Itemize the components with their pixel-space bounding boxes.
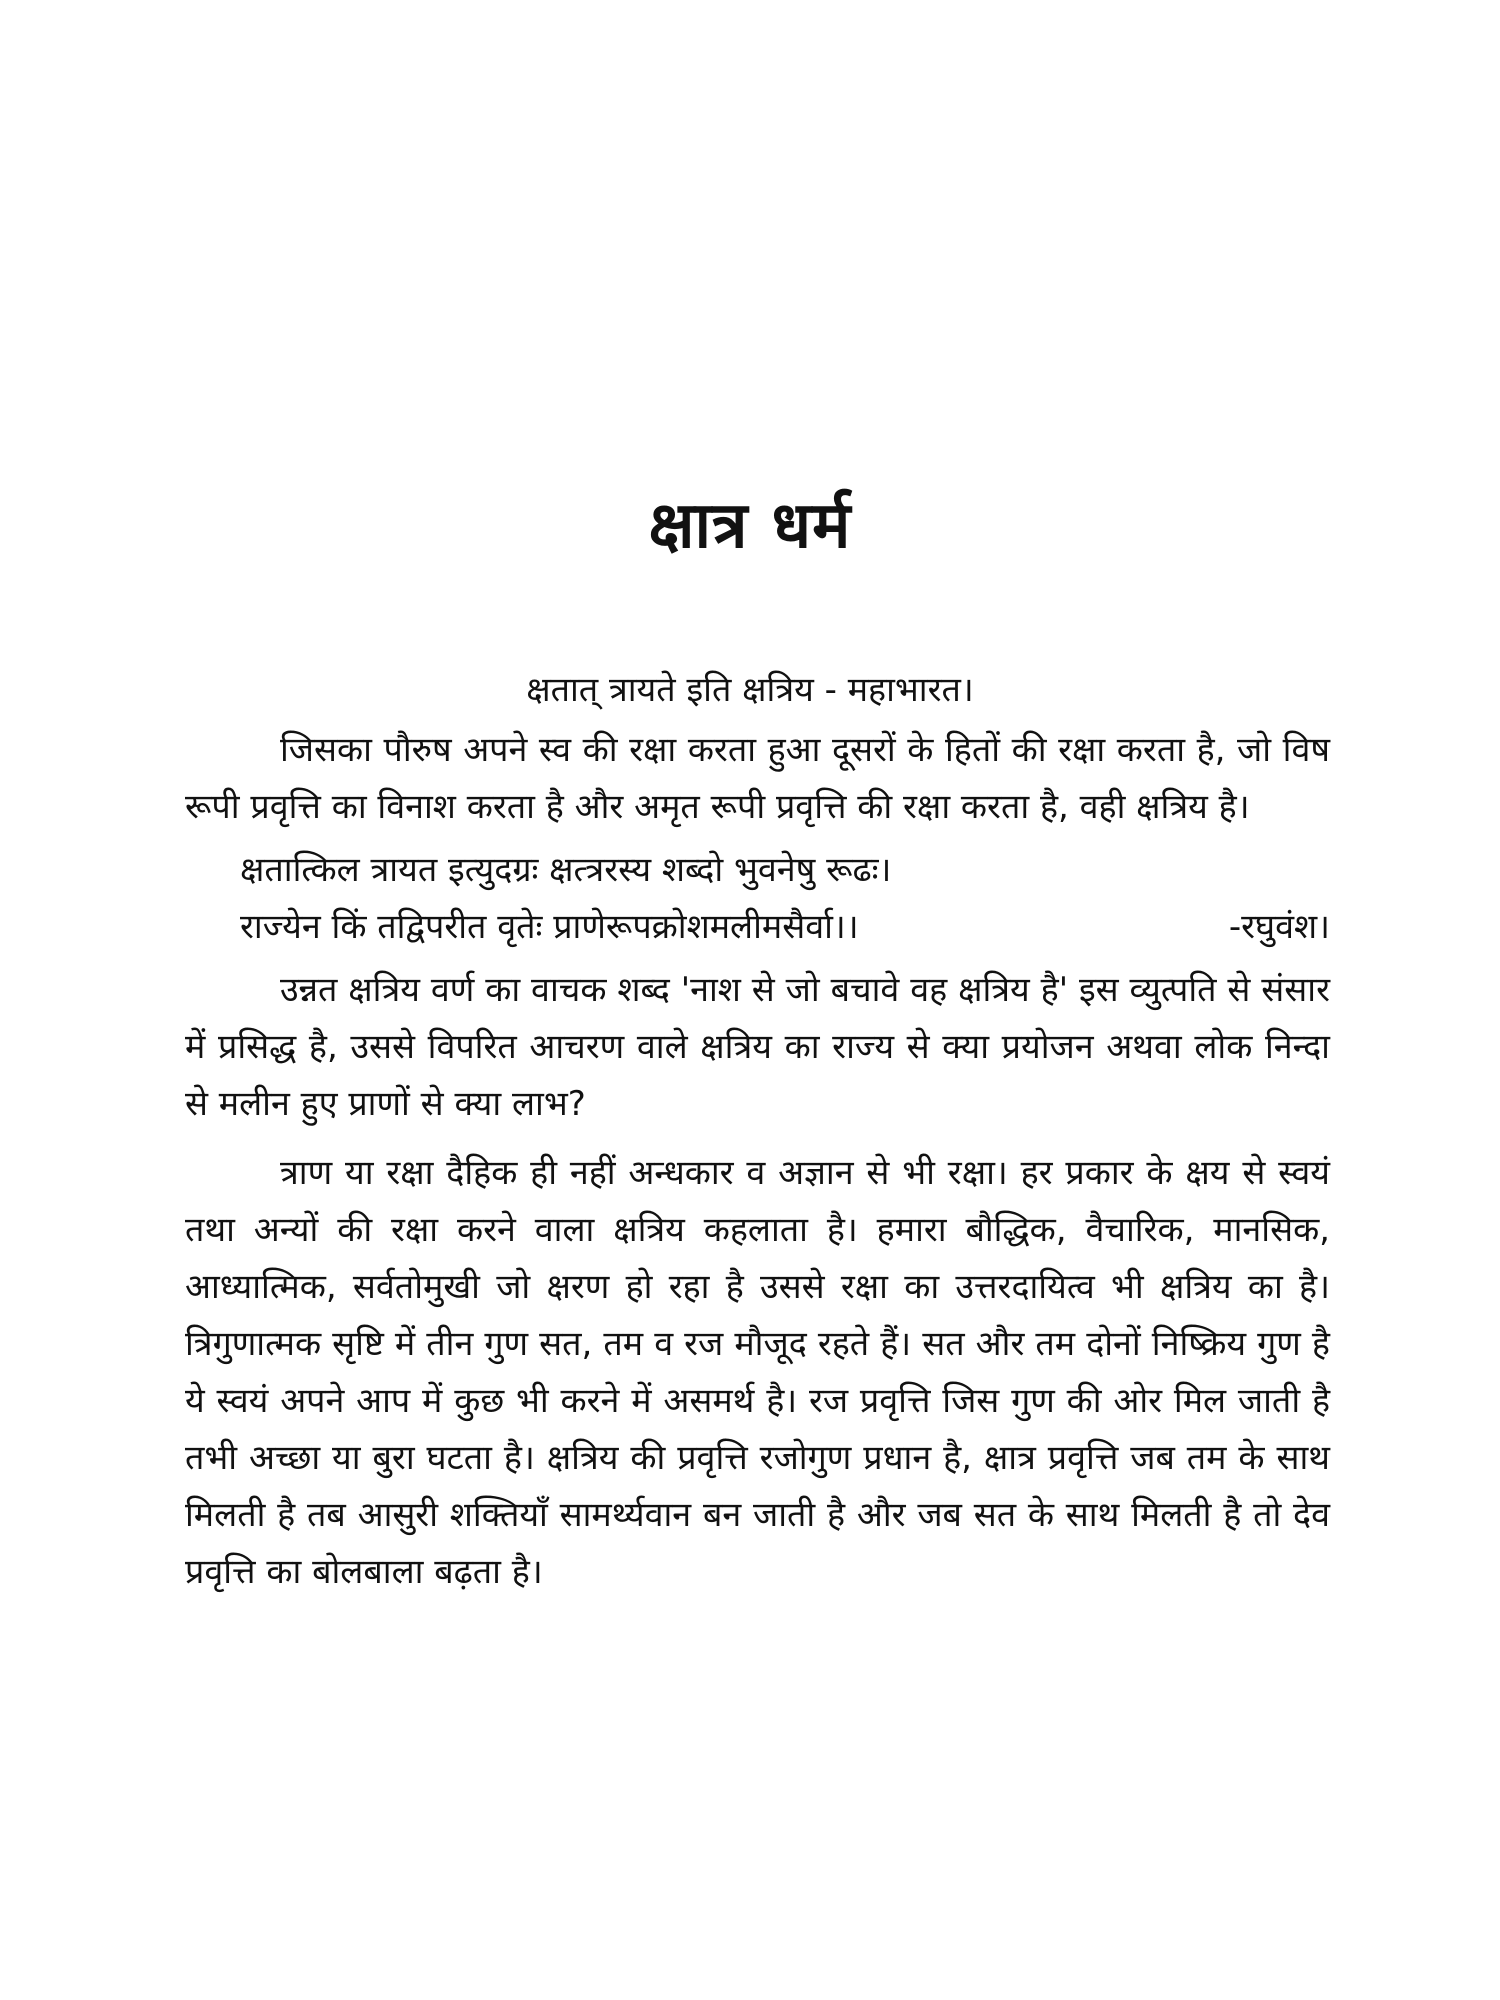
paragraph-3: त्राण या रक्षा दैहिक ही नहीं अन्धकार व अज्ञान से भी रक्षा। हर प्रकार के क्षय से स्वयं तथा अन्यों की रक्षा करने वाला क्षत्रिय कहलाता है। हमारा बौद्धिक, वैचारिक, मानसिक, आध्यात्मिक, सर्वतोमुखी जो क्षरण हो रहा है उससे रक्षा का उत्तरदायित्व भी क्षत्रिय का है। त्रिगुणात्मक सृष्टि में तीन गुण सत, तम व रज मौजूद रहते हैं। सत और तम दोनों निष्क्रिय गुण है ये स्वयं अपने आप में कुछ भी करने में असमर्थ है। रज प्रवृत्ति जिस गुण की ओर मिल जाती है तभी अच्छा या बुरा घटता है। क्षत्रिय की प्रवृत्ति रजोगुण प्रधान है, क्षात्र प्रवृत्ति जब तम के साथ मिलती है तब आसुरी शक्तियाँ सामर्थ्यवान बन जाती है और जब सत के साथ मिलती है तो देव प्रवृत्ति का बोलबाला बढ़ता है। xyxy=(185,1153,1330,1592)
paragraph-1-block xyxy=(185,722,1330,836)
verse-source: -रघुवंश। xyxy=(1228,907,1330,947)
paragraph-2-block xyxy=(185,962,1330,1139)
epigraph-quote: क्षतात् त्रायते इति क्षत्रिय - महाभारत। xyxy=(526,670,974,710)
chapter-title: क्षात्र धर्म xyxy=(648,489,852,563)
verse-line-1: क्षतात्किल त्रायत इत्युदग्रः क्षत्त्ररस्य शब्दो भुवनेषु रूढः। xyxy=(240,850,892,890)
paragraph-1: जिसका पौरुष अपने स्व की रक्षा करता हुआ दूसरों के हितों की रक्षा करता है, जो विष रूपी प्रवृत्ति का विनाश करता है और अमृत रूपी प्रवृत्ति की रक्षा करता है, वही क्षत्रिय है। xyxy=(185,730,1330,827)
paragraph-3-block xyxy=(185,1145,1330,1607)
verse-block xyxy=(240,842,1330,956)
paragraph-2: उन्नत क्षत्रिय वर्ण का वाचक शब्द 'नाश से जो बचावे वह क्षत्रिय है' इस व्युत्पति से संसार में प्रसिद्ध है, उससे विपरित आचरण वाले क्षत्रिय का राज्य से क्या प्रयोजन अथवा लोक निन्दा से मलीन हुए प्राणों से क्या लाभ? xyxy=(185,970,1330,1124)
verse-line-2: राज्येन किं तद्विपरीत वृतेः प्राणेरूपक्रोशमलीमसैर्वा।। xyxy=(240,907,859,947)
